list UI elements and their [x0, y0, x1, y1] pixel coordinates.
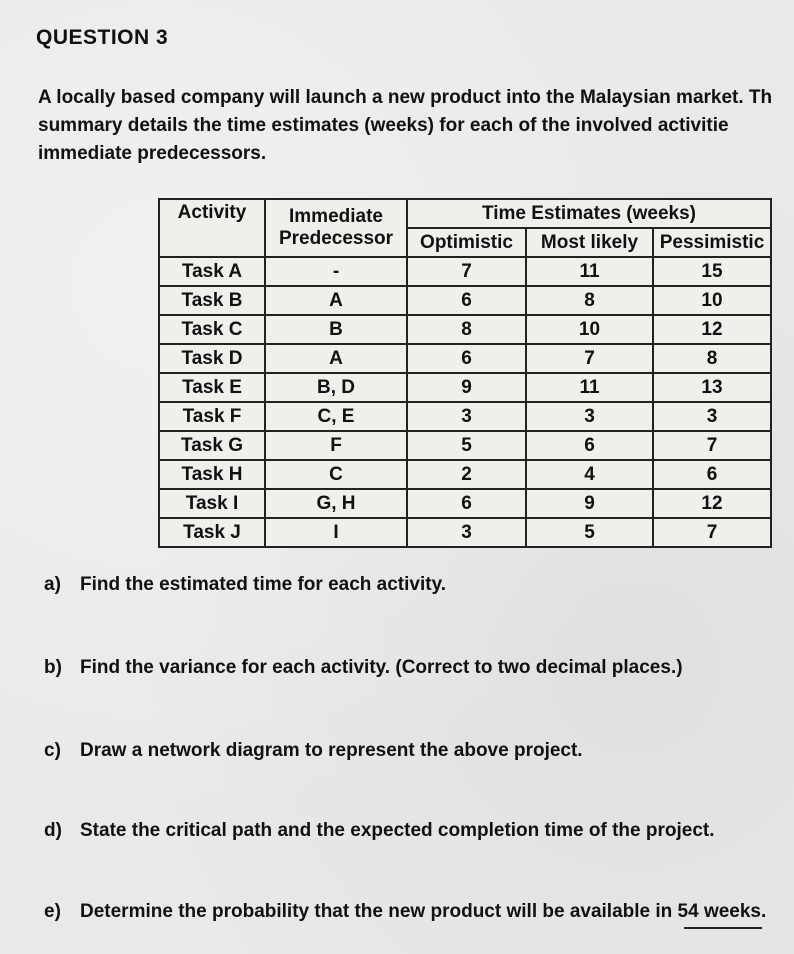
predecessor-cell: B [265, 315, 407, 344]
question-text: State the critical path and the expected completion time of the project. [80, 820, 715, 841]
optimistic-header: Optimistic [407, 228, 526, 257]
activity-header: Activity [159, 199, 265, 257]
optimistic-cell: 3 [407, 518, 526, 547]
table-row [159, 489, 771, 518]
pessimistic-cell: 12 [653, 489, 771, 518]
pessimistic-cell: 15 [653, 257, 771, 286]
question-b [44, 657, 683, 679]
optimistic-cell: 5 [407, 431, 526, 460]
question-e [44, 901, 766, 923]
pessimistic-cell: 3 [653, 402, 771, 431]
question-letter: e) [44, 901, 61, 922]
table-row [159, 402, 771, 431]
pessimistic-cell: 6 [653, 460, 771, 489]
table-row [159, 257, 771, 286]
optimistic-cell: 6 [407, 344, 526, 373]
activity-cell: Task F [159, 402, 265, 431]
question-letter: c) [44, 740, 61, 761]
predecessor-cell: A [265, 286, 407, 315]
time-estimates-header: Time Estimates (weeks) [407, 199, 771, 228]
table-row [159, 344, 771, 373]
optimistic-cell: 3 [407, 402, 526, 431]
time-estimates-table [158, 198, 772, 548]
most-likely-cell: 5 [526, 518, 653, 547]
table-header-row [159, 199, 771, 228]
predecessor-cell: - [265, 257, 407, 286]
table-row [159, 315, 771, 344]
most-likely-cell: 3 [526, 402, 653, 431]
question-letter: b) [44, 657, 62, 678]
table-row [159, 518, 771, 547]
activity-cell: Task C [159, 315, 265, 344]
most-likely-cell: 6 [526, 431, 653, 460]
table-body [159, 257, 771, 547]
question-text: Find the variance for each activity. (Correct to two decimal places.) [80, 657, 683, 678]
activity-cell: Task A [159, 257, 265, 286]
predecessor-header: Immediate Predecessor [265, 199, 407, 257]
predecessor-cell: A [265, 344, 407, 373]
table-row [159, 460, 771, 489]
activity-cell: Task I [159, 489, 265, 518]
pessimistic-cell: 8 [653, 344, 771, 373]
question-d [44, 820, 715, 842]
most-likely-cell: 11 [526, 373, 653, 402]
pen-underline-mark [684, 927, 762, 929]
pessimistic-cell: 7 [653, 518, 771, 547]
activity-cell: Task D [159, 344, 265, 373]
optimistic-cell: 9 [407, 373, 526, 402]
activity-cell: Task G [159, 431, 265, 460]
activity-cell: Task J [159, 518, 265, 547]
pessimistic-cell: 12 [653, 315, 771, 344]
predecessor-cell: G, H [265, 489, 407, 518]
pessimistic-cell: 10 [653, 286, 771, 315]
optimistic-cell: 6 [407, 489, 526, 518]
intro-paragraph [38, 84, 794, 168]
most-likely-cell: 9 [526, 489, 653, 518]
intro-line: immediate predecessors. [38, 143, 267, 164]
predecessor-cell: C [265, 460, 407, 489]
optimistic-cell: 2 [407, 460, 526, 489]
question-letter: d) [44, 820, 62, 841]
table-row [159, 373, 771, 402]
question-text: Draw a network diagram to represent the above project. [80, 740, 583, 761]
most-likely-cell: 7 [526, 344, 653, 373]
pessimistic-cell: 13 [653, 373, 771, 402]
optimistic-cell: 7 [407, 257, 526, 286]
activity-cell: Task E [159, 373, 265, 402]
intro-line: summary details the time estimates (weeks) for each of the involved activitie [38, 115, 729, 136]
question-heading: QUESTION 3 [36, 26, 169, 49]
predecessor-cell: B, D [265, 373, 407, 402]
intro-line: A locally based company will launch a new product into the Malaysian market. Th [38, 87, 773, 108]
question-text: Find the estimated time for each activity. [80, 574, 447, 595]
predecessor-cell: I [265, 518, 407, 547]
most-likely-cell: 8 [526, 286, 653, 315]
activity-cell: Task B [159, 286, 265, 315]
question-c [44, 740, 583, 762]
question-letter: a) [44, 574, 61, 595]
table-row [159, 431, 771, 460]
table-row [159, 286, 771, 315]
most-likely-cell: 11 [526, 257, 653, 286]
question-text: Determine the probability that the new product will be available in 54 weeks. [80, 901, 767, 922]
most-likely-cell: 10 [526, 315, 653, 344]
most-likely-header: Most likely [526, 228, 653, 257]
pessimistic-cell: 7 [653, 431, 771, 460]
optimistic-cell: 8 [407, 315, 526, 344]
activity-cell: Task H [159, 460, 265, 489]
predecessor-cell: F [265, 431, 407, 460]
question-a [44, 574, 446, 596]
pessimistic-header: Pessimistic [653, 228, 771, 257]
optimistic-cell: 6 [407, 286, 526, 315]
predecessor-cell: C, E [265, 402, 407, 431]
most-likely-cell: 4 [526, 460, 653, 489]
